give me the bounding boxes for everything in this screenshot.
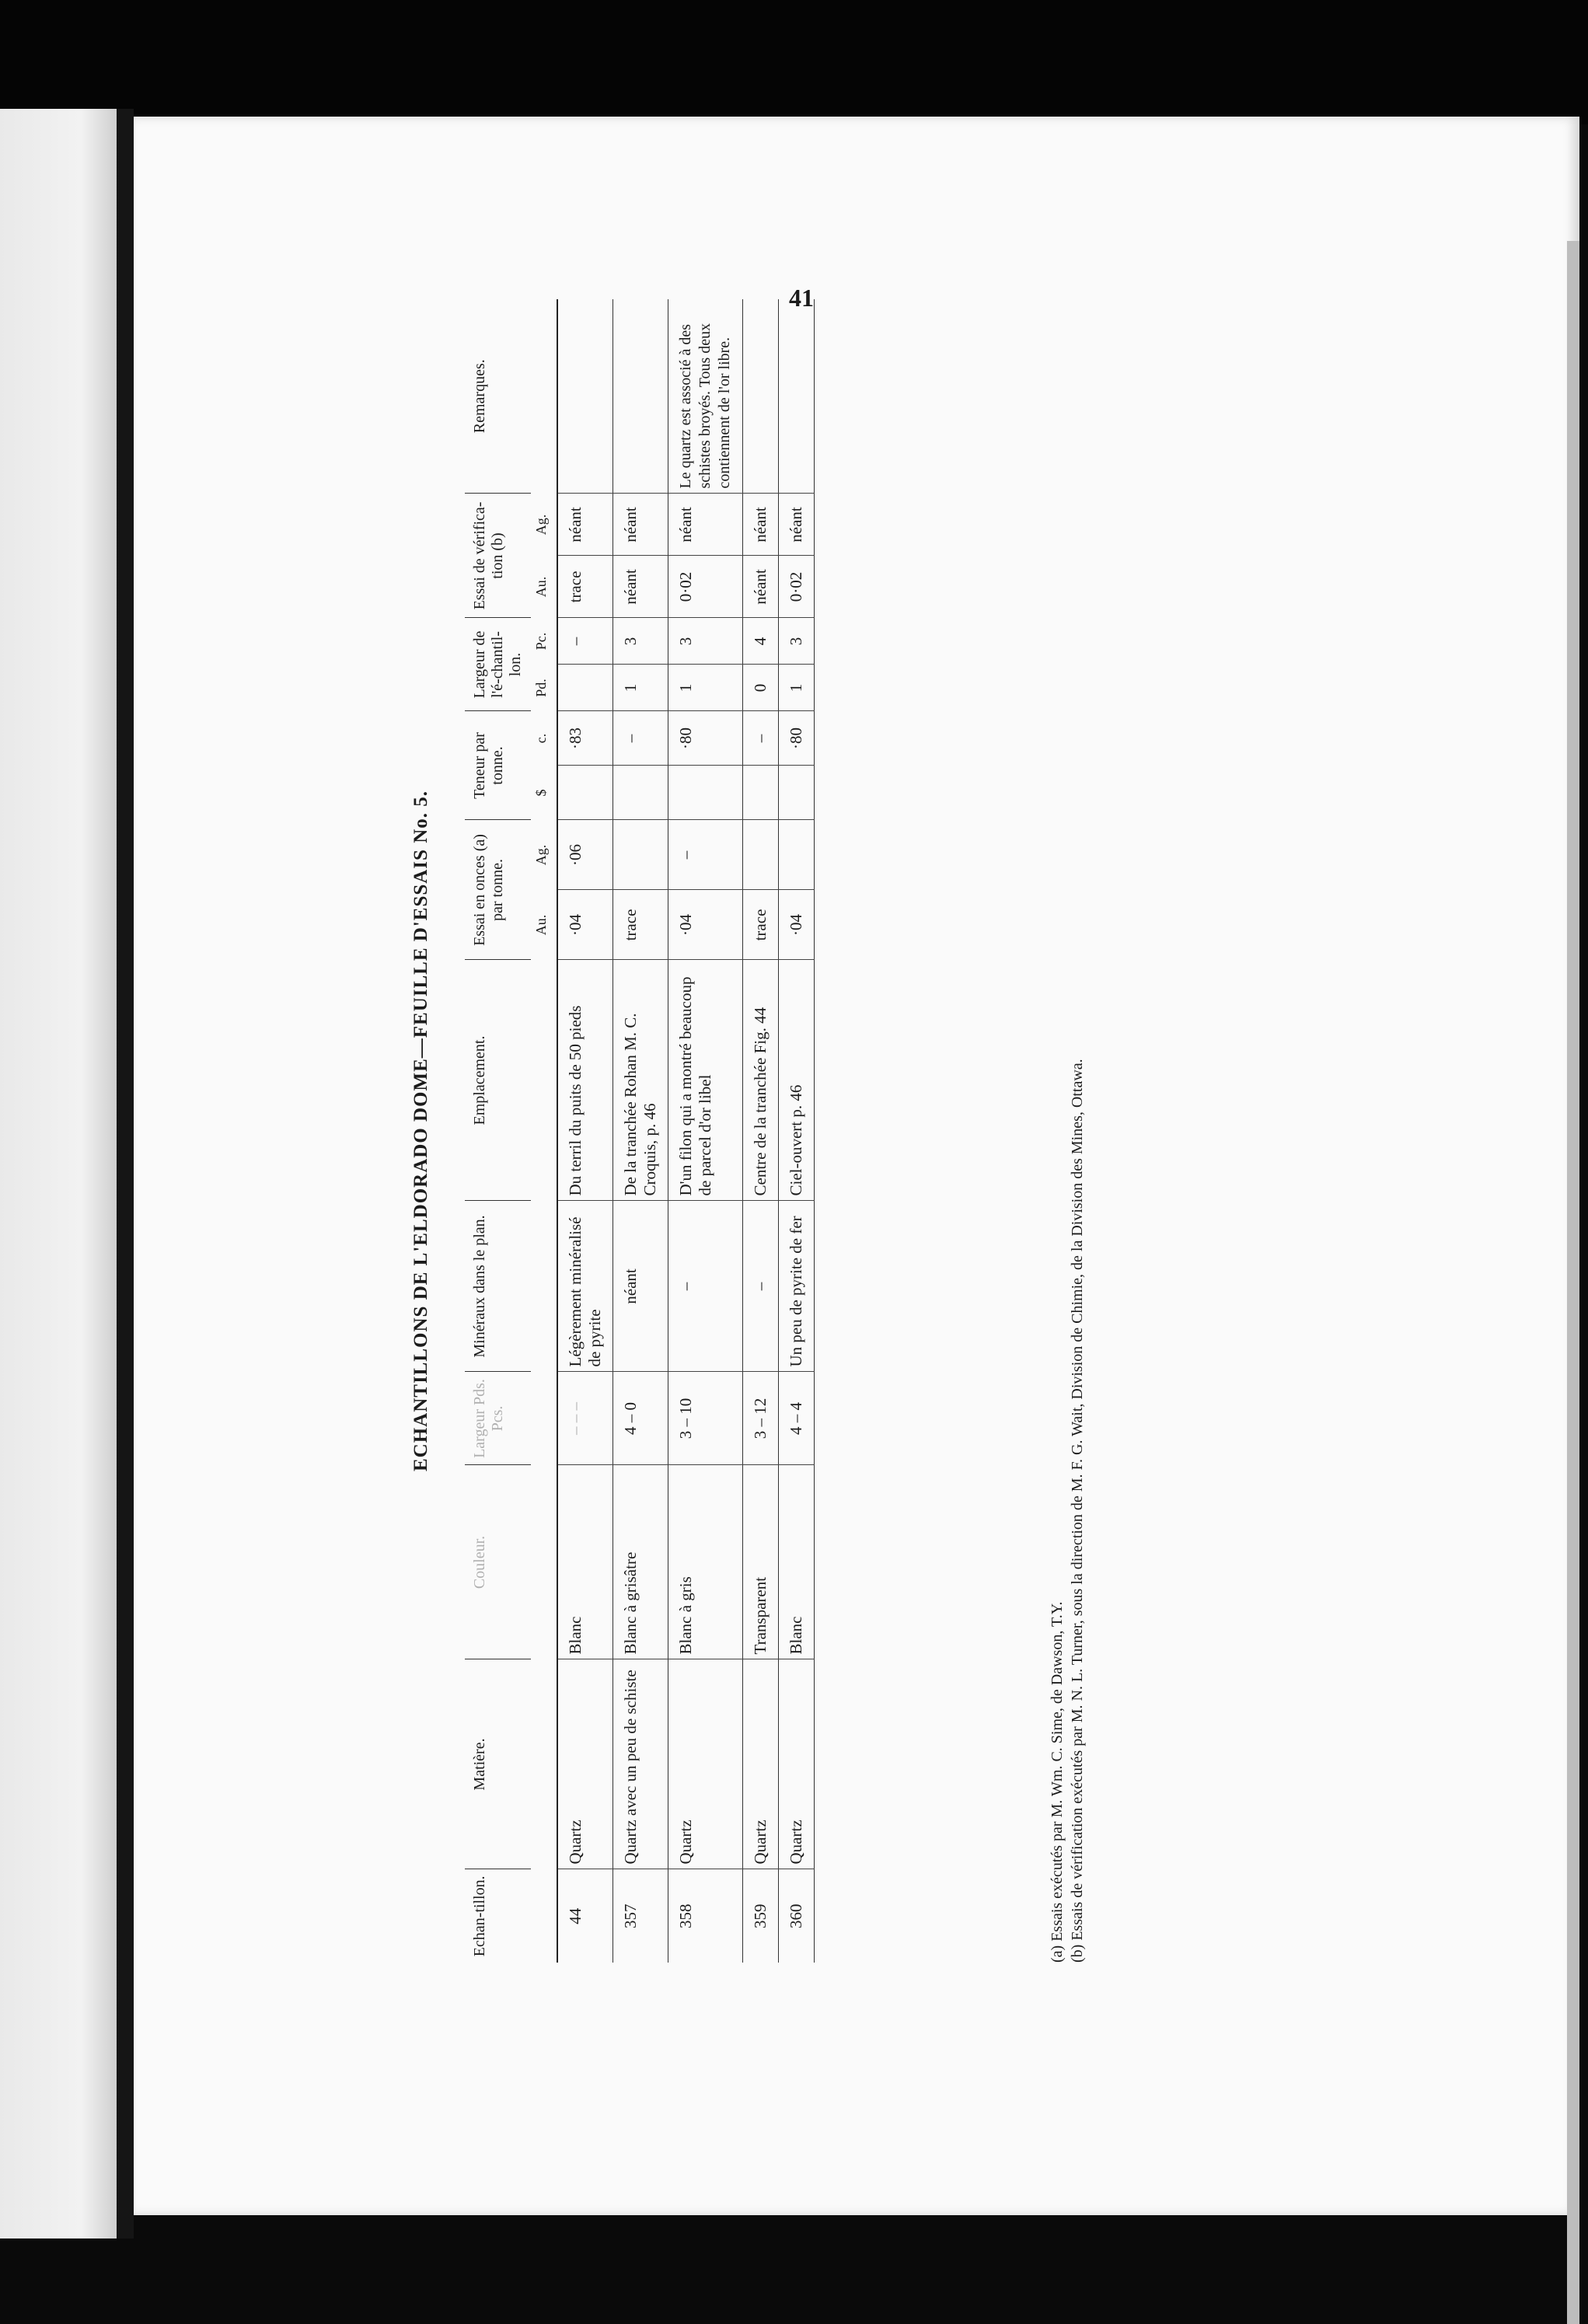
header-width: Largeur Pds. Pcs. — [465, 1372, 531, 1465]
subheader-check-ag: Ag. — [533, 514, 549, 536]
cell-pd: 0 — [743, 665, 779, 711]
footnote-text: Essais exécutés par M. Wm. C. Sime, de Dawson, T.Y. — [1049, 1601, 1066, 1942]
cell-material: Quartz — [557, 1659, 613, 1869]
cell-dollars — [743, 766, 779, 820]
cell-minerals: néant — [613, 1201, 668, 1372]
cell-check-ag: néant — [779, 494, 815, 556]
subheader-au: Au. — [533, 914, 549, 936]
cell-value: ·80 — [668, 711, 743, 766]
cell-remarks — [557, 299, 613, 494]
table-title: ECHANTILLONS DE L'ELDORADO DOME—FEUILLE D'ESSAIS No. 5. — [410, 790, 431, 1471]
cell-minerals: Un peu de pyrite de fer — [779, 1201, 815, 1372]
cell-remarks: Le quartz est associé à des schistes broyés. Tous deux contiennent de l'or libre. — [668, 299, 743, 494]
scan-border-top — [0, 0, 1588, 124]
cell-pd: 1 — [779, 665, 815, 711]
header-location: Emplacement. — [465, 960, 531, 1201]
cell-dollars — [557, 766, 613, 820]
table-row — [557, 299, 613, 1963]
cell-sample: 358 — [676, 1904, 695, 1928]
cell-colour: Blanc — [779, 1465, 815, 1659]
cell-pd: 1 — [613, 665, 668, 711]
cell-ag — [743, 820, 779, 890]
subheader-pc: Pc. — [533, 632, 549, 651]
cell-colour: Blanc — [557, 1465, 613, 1659]
cell-pc: – — [557, 618, 613, 665]
cell-check-ag: néant — [668, 494, 743, 556]
assay-table — [465, 299, 815, 1963]
header-sample: Echan-tillon. — [471, 1876, 488, 1957]
cell-pc: 3 — [613, 618, 668, 665]
cell-pd — [557, 665, 613, 711]
header-check-assay: Essai de vérifica-tion (b) — [465, 494, 531, 618]
cell-dollars — [668, 766, 743, 820]
cell-ag: ·06 — [557, 820, 613, 890]
cell-check-au: trace — [557, 556, 613, 618]
cell-pc: 4 — [743, 618, 779, 665]
header-colour: Couleur. — [465, 1465, 531, 1659]
cell-check-au: 0·02 — [668, 556, 743, 618]
cell-check-ag: néant — [557, 494, 613, 556]
subheader-ag: Ag. — [533, 844, 549, 866]
footnote — [1048, 299, 1066, 1963]
cell-value: ·80 — [779, 711, 815, 766]
cell-material: Quartz — [668, 1659, 743, 1869]
header-material: Matière. — [465, 1659, 531, 1869]
cell-value: – — [613, 711, 668, 766]
cell-pc: 3 — [779, 618, 815, 665]
cell-width: – – – — [557, 1372, 613, 1465]
cell-colour: Blanc à gris — [668, 1465, 743, 1659]
table-row — [743, 299, 779, 1963]
cell-check-ag: néant — [613, 494, 668, 556]
subheader-pd: Pd. — [533, 679, 549, 697]
cell-au: ·04 — [779, 890, 815, 960]
cell-remarks — [613, 299, 668, 494]
cell-au: trace — [743, 890, 779, 960]
table-row — [779, 299, 815, 1963]
cell-location: De la tranchée Rohan M. C. Croquis, p. 46 — [613, 960, 668, 1201]
cell-ag — [613, 820, 668, 890]
cell-colour: Transparent — [743, 1465, 779, 1659]
cell-check-ag: néant — [743, 494, 779, 556]
book-spine — [117, 109, 134, 2239]
cell-material: Quartz — [779, 1659, 815, 1869]
cell-colour: Blanc à grisâtre — [613, 1465, 668, 1659]
cell-location: D'un filon qui a montré beaucoup de parcel d'or libel — [668, 960, 743, 1201]
cell-au: ·04 — [557, 890, 613, 960]
subheader-check-au: Au. — [533, 576, 549, 598]
cell-location: Du terril du puits de 50 pieds — [557, 960, 613, 1201]
cell-au: ·04 — [668, 890, 743, 960]
subheader-dollars: $ — [533, 789, 549, 797]
rotated-table-sheet — [410, 299, 1281, 1963]
cell-dollars — [779, 766, 815, 820]
cell-value: – — [743, 711, 779, 766]
page-edge-shadow — [1567, 241, 1579, 2324]
cell-pc: 3 — [668, 618, 743, 665]
footnote-text: Essais de vérification exécutés par M. N. L. Turner, sous la direction de M. F. G. Wait, Division de Chimie, de la Division des Mines, Ottawa. — [1069, 1059, 1086, 1941]
cell-width: 4 – 0 — [613, 1372, 668, 1465]
cell-location: Ciel-ouvert p. 46 — [779, 960, 815, 1201]
cell-dollars — [613, 766, 668, 820]
header-assay: Essai en onces (a) par tonne. — [465, 820, 531, 960]
cell-minerals: – — [668, 1201, 743, 1372]
cell-pd: 1 — [668, 665, 743, 711]
cell-sample: 44 — [566, 1907, 585, 1924]
page-number: 41 — [789, 284, 814, 312]
header-remarks: Remarques. — [465, 299, 531, 494]
cell-minerals: Légèrement minéralisé de pyrite — [557, 1201, 613, 1372]
cell-value: ·83 — [557, 711, 613, 766]
cell-material: Quartz — [743, 1659, 779, 1869]
header-minerals: Minéraux dans le plan. — [465, 1201, 531, 1372]
cell-sample: 360 — [787, 1904, 805, 1928]
cell-au: trace — [613, 890, 668, 960]
cell-width: 3 – 10 — [668, 1372, 743, 1465]
footnotes — [1048, 299, 1088, 1963]
table-row — [613, 299, 668, 1963]
cell-remarks — [779, 299, 815, 494]
cell-location: Centre de la tranchée Fig. 44 — [743, 960, 779, 1201]
header-sample-width: Largeur de l'é-chantil-lon. — [465, 618, 531, 711]
cell-sample: 357 — [621, 1904, 640, 1928]
subheader-cents: c. — [533, 733, 549, 744]
footnote — [1068, 299, 1087, 1963]
cell-check-au: néant — [613, 556, 668, 618]
cell-check-au: 0·02 — [779, 556, 815, 618]
header-value: Teneur par tonne. — [465, 711, 531, 820]
footnote-mark: (b) — [1069, 1944, 1086, 1963]
table-row — [668, 299, 743, 1963]
cell-remarks — [743, 299, 779, 494]
cell-material: Quartz avec un peu de schiste — [613, 1659, 668, 1869]
cell-width: 4 – 4 — [779, 1372, 815, 1465]
cell-sample: 359 — [751, 1904, 770, 1928]
facing-page-edge — [0, 109, 117, 2239]
footnote-mark: (a) — [1049, 1945, 1066, 1963]
cell-check-au: néant — [743, 556, 779, 618]
cell-minerals: – — [743, 1201, 779, 1372]
cell-ag: – — [668, 820, 743, 890]
cell-ag — [779, 820, 815, 890]
cell-width: 3 – 12 — [743, 1372, 779, 1465]
